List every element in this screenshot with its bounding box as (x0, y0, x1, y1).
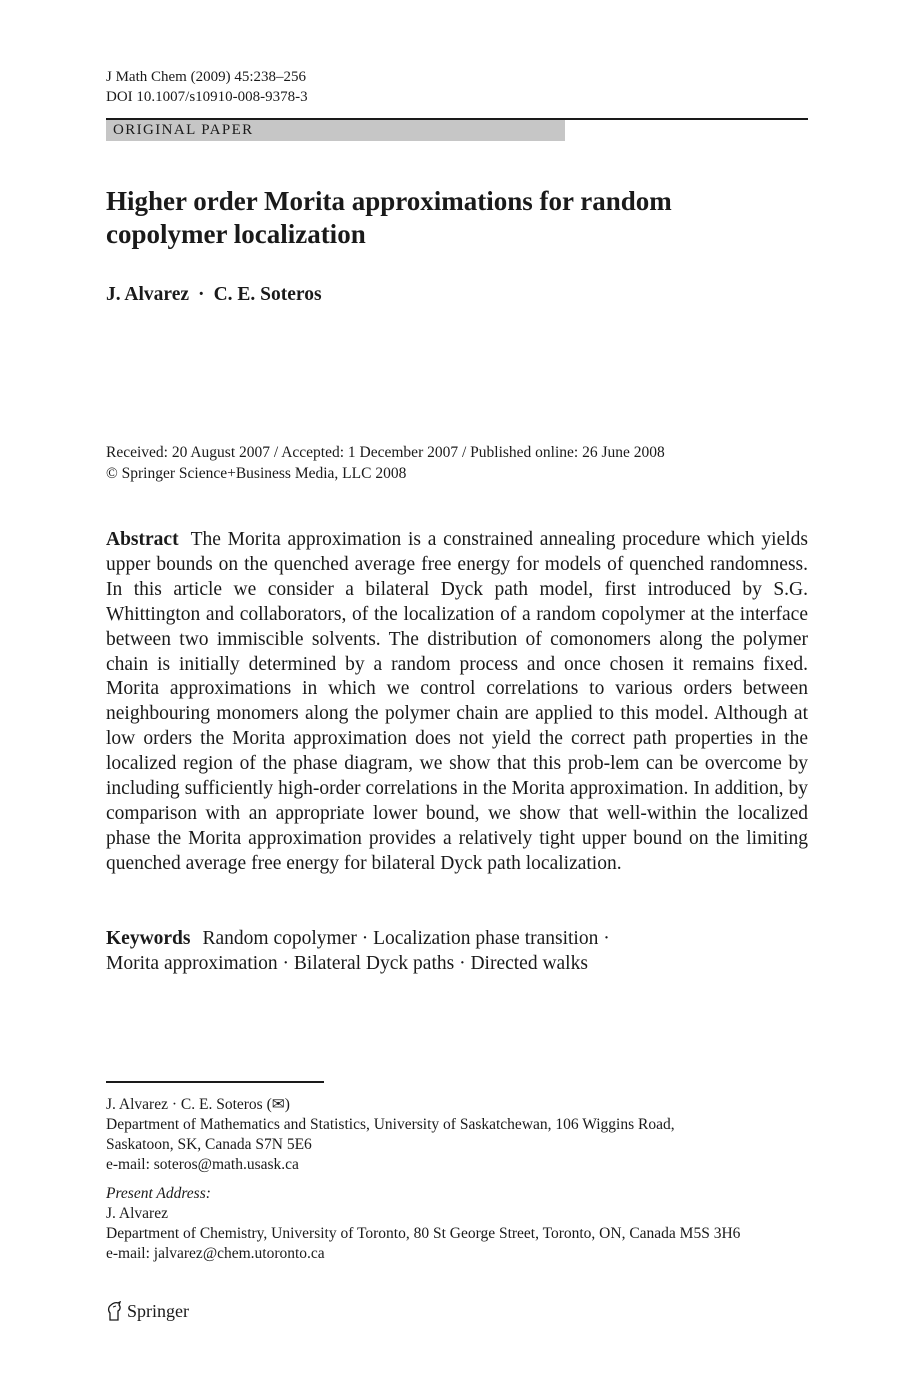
journal-header (106, 67, 308, 107)
doi: DOI 10.1007/s10910-008-9378-3 (106, 89, 308, 105)
footnote-rule (106, 1081, 324, 1083)
abstract (106, 528, 808, 877)
publisher-name: Springer (127, 1301, 189, 1321)
present-address-label: Present Address: (106, 1185, 211, 1202)
author: J. Alvarez (106, 284, 190, 305)
paper-title (106, 185, 808, 251)
abstract-text: The Morita approximation is a constrained annealing procedure which yields upper bounds on the quenched average free energy for models of quenched randomness. In this article we consider a bilateral Dyck path model, first introduced by S.G. Whittington and collaborators, of the localization of a random copolymer at the interface between two immiscible solvents. The distribution of comonomers along the polymer chain is initially determined by a random process and once chosen it remains fixed. Morita approximations in which we control correlations to various orders between neighbouring monomers along the polymer chain are applied to this model. Although at low orders the Morita approximation does not yield the correct path properties in the localized region of the phase diagram, we show that this prob-lem can be overcome by including sufficiently high-order correlations in the Morita approximation. In addition, by comparison with an appropriate lower bound, we show that well-within the localized phase the Morita approximation provides a relatively tight upper bound on the limiting quenched average free energy for bilateral Dyck path localization. (106, 529, 808, 874)
keywords-line: Random copolymer · Localization phase transition · (202, 928, 610, 949)
keywords (106, 926, 808, 976)
copyright: © Springer Science+Business Media, LLC 2008 (106, 465, 407, 482)
affiliation-dept: Saskatoon, SK, Canada S7N 5E6 (106, 1136, 312, 1153)
affiliation-email: e-mail: soteros@math.usask.ca (106, 1156, 299, 1173)
author-separator: · (198, 284, 205, 305)
author: C. E. Soteros (213, 284, 322, 305)
present-address-dept: Department of Chemistry, University of Toronto, 80 St George Street, Toronto, ON, Canada M5S 3H6 (106, 1225, 741, 1242)
affiliation-dept: Department of Mathematics and Statistics, University of Saskatchewan, 106 Wiggins Road, (106, 1116, 675, 1133)
affiliation-names: J. Alvarez · C. E. Soteros (✉) (106, 1096, 290, 1113)
author-list (106, 283, 322, 307)
keywords-heading: Keywords (106, 928, 191, 949)
paper-type-banner: ORIGINAL PAPER (106, 120, 565, 141)
present-address-name: J. Alvarez (106, 1205, 168, 1222)
affiliation (106, 1095, 675, 1175)
abstract-heading: Abstract (106, 529, 179, 550)
title-line: Higher order Morita approximations for random (106, 186, 672, 216)
present-address (106, 1184, 740, 1264)
present-address-email: e-mail: jalvarez@chem.utoronto.ca (106, 1245, 325, 1262)
journal-citation: J Math Chem (2009) 45:238–256 (106, 69, 306, 85)
title-line: copolymer localization (106, 219, 366, 249)
date-history: Received: 20 August 2007 / Accepted: 1 December 2007 / Published online: 26 June 2008 (106, 444, 665, 461)
publication-dates (106, 442, 665, 484)
publisher-logo (106, 1299, 189, 1323)
keywords-line: Morita approximation · Bilateral Dyck paths · Directed walks (106, 953, 588, 974)
springer-horse-icon (106, 1301, 122, 1321)
